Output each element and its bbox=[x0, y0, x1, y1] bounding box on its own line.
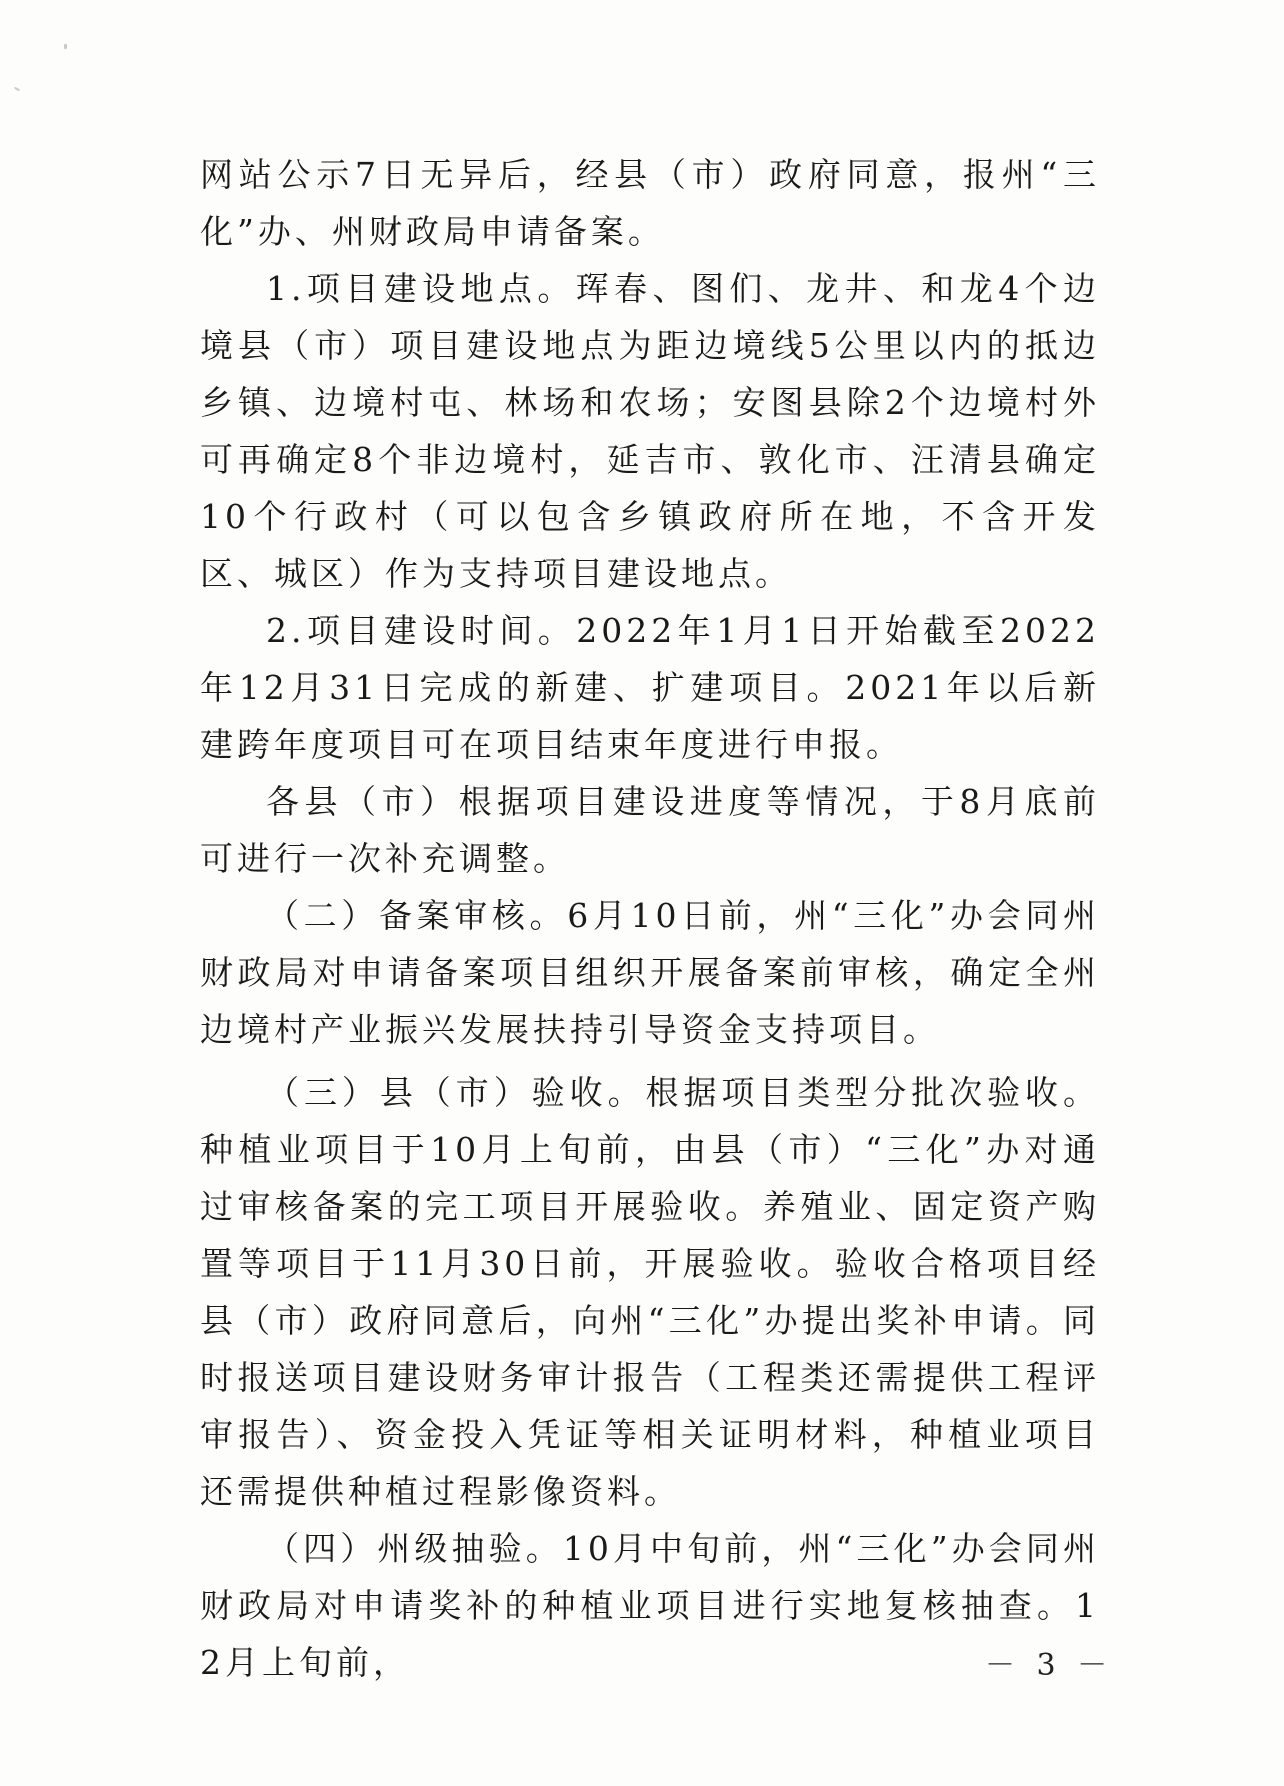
paragraph-supplementary-adjustment: 各县（市）根据项目建设进度等情况，于8月底前可进行一次补充调整。 bbox=[200, 782, 1100, 878]
paragraph-county-acceptance: （三）县（市）验收。根据项目类型分批次验收。种植业项目于10月上旬前，由县（市）“三化”办对通过审核备案的完工项目开展验收。养殖业、固定资产购置等项目于11月30日前，开展验收。验收合格项目经县（市）政府同意后，向州“三化”办提出奖补申请。同时报送项目建设财务审计报告（工程类还需提供工程评审报告）、资金投入凭证等相关证明材料，种植业项目还需提供种植过程影像资料。 bbox=[200, 1073, 1100, 1511]
paragraph-filing-review: （二）备案审核。6月10日前，州“三化”办会同州财政局对申请备案项目组织开展备案前审核，确定全州边境村产业振兴发展扶持引导资金支持项目。 bbox=[200, 896, 1100, 1049]
scan-speck bbox=[14, 87, 20, 92]
paragraph-continuation: 网站公示7日无异后，经县（市）政府同意，报州“三化”办、州财政局申请备案。 bbox=[200, 155, 1100, 251]
page-number: － 3 － bbox=[985, 1648, 1114, 1683]
document-body bbox=[200, 146, 1100, 1691]
paragraph-prefecture-inspection: （四）州级抽验。10月中旬前，州“三化”办会同州财政局对申请奖补的种植业项目进行实地复核抽查。12月上旬前， bbox=[200, 1529, 1100, 1682]
paragraph-construction-time: 2.项目建设时间。2022年1月1日开始截至2022年12月31日完成的新建、扩建项目。2021年以后新建跨年度项目可在项目结束年度进行申报。 bbox=[200, 611, 1100, 764]
scan-speck bbox=[64, 44, 67, 49]
paragraph-construction-location: 1.项目建设地点。珲春、图们、龙井、和龙4个边境县（市）项目建设地点为距边境线5公里以内的抵边乡镇、边境村屯、林场和农场；安图县除2个边境村外可再确定8个非边境村，延吉市、敦化市、汪清县确定10个行政村（可以包含乡镇政府所在地，不含开发区、城区）作为支持项目建设地点。 bbox=[200, 269, 1100, 593]
